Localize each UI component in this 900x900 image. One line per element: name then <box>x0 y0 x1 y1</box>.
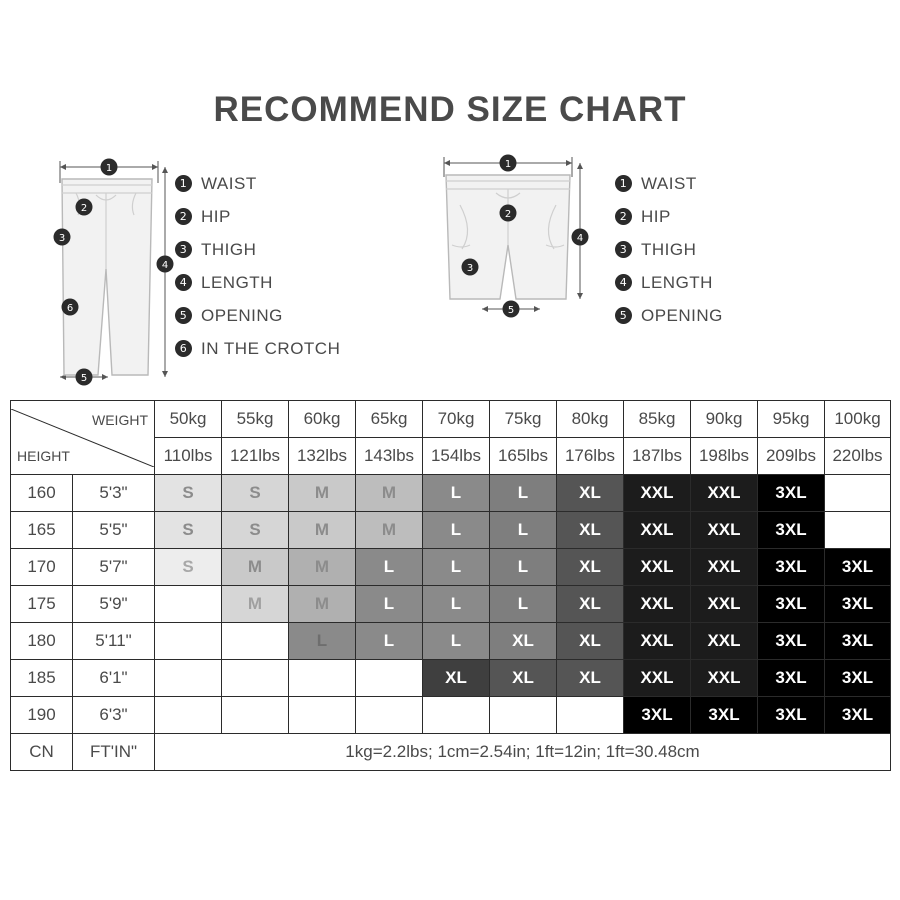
weight-lbs-header: 154lbs <box>423 438 490 475</box>
legend-label: HIP <box>641 206 671 226</box>
bullet-4-icon: 4 <box>615 274 632 291</box>
weight-kg-header: 85kg <box>624 401 691 438</box>
size-cell: 3XL <box>825 623 891 660</box>
legend-label: OPENING <box>201 305 283 325</box>
legend-label: WAIST <box>641 173 697 193</box>
size-cell: XL <box>557 475 624 512</box>
size-cell: L <box>423 512 490 549</box>
size-cell: XL <box>557 549 624 586</box>
size-cell: S <box>155 475 222 512</box>
size-cell: 3XL <box>825 660 891 697</box>
table-row <box>11 697 891 734</box>
bullet-4-icon: 4 <box>175 274 192 291</box>
svg-text:2: 2 <box>504 209 512 220</box>
size-cell: XL <box>557 623 624 660</box>
size-cell <box>155 660 222 697</box>
legend-label: THIGH <box>201 239 257 259</box>
svg-text:4: 4 <box>161 260 169 271</box>
size-cell <box>155 586 222 623</box>
height-cm: 160 <box>11 475 73 512</box>
weight-lbs-header: 110lbs <box>155 438 222 475</box>
size-cell: S <box>222 512 289 549</box>
size-cell: XXL <box>691 475 758 512</box>
size-cell: M <box>289 475 356 512</box>
weight-lbs-header: 165lbs <box>490 438 557 475</box>
size-cell <box>356 697 423 734</box>
legend-label: LENGTH <box>641 272 713 292</box>
size-cell: 3XL <box>758 660 825 697</box>
size-cell: XXL <box>691 586 758 623</box>
size-cell <box>356 660 423 697</box>
size-cell <box>557 697 624 734</box>
size-cell <box>289 660 356 697</box>
size-cell: XXL <box>691 623 758 660</box>
table-row-weights-kg <box>11 401 891 438</box>
size-cell: XXL <box>624 549 691 586</box>
height-cm: 185 <box>11 660 73 697</box>
size-cell: M <box>356 475 423 512</box>
size-cell: XL <box>557 512 624 549</box>
height-ft: 5'11" <box>73 623 155 660</box>
height-cm: 165 <box>11 512 73 549</box>
svg-text:4: 4 <box>576 233 584 244</box>
size-cell: L <box>289 623 356 660</box>
legend-item <box>615 200 723 233</box>
legend-label: WAIST <box>201 173 257 193</box>
size-cell <box>155 623 222 660</box>
weight-kg-header: 60kg <box>289 401 356 438</box>
size-cell: L <box>423 549 490 586</box>
legend-label: THIGH <box>641 239 697 259</box>
size-cell: M <box>222 586 289 623</box>
size-cell <box>423 697 490 734</box>
table-row <box>11 549 891 586</box>
diagram-section <box>0 149 900 399</box>
svg-text:5: 5 <box>80 373 88 384</box>
svg-text:1: 1 <box>105 163 113 174</box>
weight-lbs-header: 176lbs <box>557 438 624 475</box>
size-cell: 3XL <box>758 586 825 623</box>
size-cell <box>222 697 289 734</box>
size-cell: XL <box>423 660 490 697</box>
weight-lbs-header: 121lbs <box>222 438 289 475</box>
shorts-legend <box>615 167 723 332</box>
legend-item <box>615 167 723 200</box>
legend-item <box>175 332 340 365</box>
size-cell: M <box>289 586 356 623</box>
height-cm: 190 <box>11 697 73 734</box>
weight-kg-header: 90kg <box>691 401 758 438</box>
size-cell: XL <box>490 623 557 660</box>
weight-lbs-header: 198lbs <box>691 438 758 475</box>
size-cell <box>222 623 289 660</box>
size-cell: XXL <box>624 660 691 697</box>
table-row <box>11 623 891 660</box>
size-cell: XXL <box>691 512 758 549</box>
bullet-5-icon: 5 <box>615 307 632 324</box>
weight-kg-header: 80kg <box>557 401 624 438</box>
size-cell <box>155 697 222 734</box>
page-title: RECOMMEND SIZE CHART <box>213 90 687 129</box>
size-cell: 3XL <box>758 549 825 586</box>
table-row <box>11 512 891 549</box>
svg-text:2: 2 <box>80 203 88 214</box>
corner-height-label: HEIGHT <box>17 447 70 464</box>
weight-lbs-header: 143lbs <box>356 438 423 475</box>
weight-lbs-header: 220lbs <box>825 438 891 475</box>
size-cell: 3XL <box>624 697 691 734</box>
weight-kg-header: 55kg <box>222 401 289 438</box>
height-cm: 175 <box>11 586 73 623</box>
svg-text:6: 6 <box>66 303 74 314</box>
size-cell: M <box>222 549 289 586</box>
size-cell: XXL <box>624 512 691 549</box>
height-ft: 6'1" <box>73 660 155 697</box>
size-cell: L <box>423 586 490 623</box>
bullet-1-icon: 1 <box>175 175 192 192</box>
height-ft: 5'5" <box>73 512 155 549</box>
svg-text:1: 1 <box>504 159 512 170</box>
size-cell: 3XL <box>758 475 825 512</box>
legend-label: LENGTH <box>201 272 273 292</box>
size-cell: M <box>289 549 356 586</box>
table-row <box>11 586 891 623</box>
size-cell: 3XL <box>758 623 825 660</box>
size-cell: M <box>356 512 423 549</box>
weight-kg-header: 50kg <box>155 401 222 438</box>
height-ft: 5'7" <box>73 549 155 586</box>
size-cell: L <box>423 475 490 512</box>
size-cell: XXL <box>624 586 691 623</box>
svg-text:3: 3 <box>466 263 474 274</box>
size-cell: S <box>155 512 222 549</box>
weight-kg-header: 100kg <box>825 401 891 438</box>
size-cell: 3XL <box>825 697 891 734</box>
size-cell: L <box>490 549 557 586</box>
height-cm: 180 <box>11 623 73 660</box>
size-cell <box>825 475 891 512</box>
size-cell: L <box>356 586 423 623</box>
size-cell: L <box>490 475 557 512</box>
bullet-3-icon: 3 <box>175 241 192 258</box>
size-cell: 3XL <box>691 697 758 734</box>
table-corner-cell <box>11 401 155 475</box>
size-cell: 3XL <box>758 512 825 549</box>
legend-item <box>175 299 340 332</box>
weight-lbs-header: 132lbs <box>289 438 356 475</box>
size-cell: L <box>490 512 557 549</box>
legend-label: HIP <box>201 206 231 226</box>
footer-ftin-label: FT'IN" <box>73 734 155 771</box>
legend-item <box>175 233 340 266</box>
bullet-1-icon: 1 <box>615 175 632 192</box>
size-cell: XXL <box>691 549 758 586</box>
weight-kg-header: 75kg <box>490 401 557 438</box>
svg-text:5: 5 <box>507 305 515 316</box>
legend-item <box>175 167 340 200</box>
size-cell: XXL <box>624 475 691 512</box>
height-cm: 170 <box>11 549 73 586</box>
legend-item <box>615 266 723 299</box>
bullet-5-icon: 5 <box>175 307 192 324</box>
bullet-2-icon: 2 <box>615 208 632 225</box>
size-cell: 3XL <box>825 549 891 586</box>
bullet-6-icon: 6 <box>175 340 192 357</box>
size-cell: 3XL <box>758 697 825 734</box>
legend-item <box>175 200 340 233</box>
legend-label: IN THE CROTCH <box>201 338 341 358</box>
table-row <box>11 475 891 512</box>
size-cell: XXL <box>691 660 758 697</box>
weight-lbs-header: 187lbs <box>624 438 691 475</box>
size-cell <box>825 512 891 549</box>
height-ft: 6'3" <box>73 697 155 734</box>
corner-weight-label: WEIGHT <box>92 411 148 428</box>
legend-item <box>615 233 723 266</box>
size-cell: 3XL <box>825 586 891 623</box>
size-cell: L <box>356 549 423 586</box>
size-cell <box>222 660 289 697</box>
size-cell <box>289 697 356 734</box>
size-cell: XXL <box>624 623 691 660</box>
size-cell: XL <box>557 660 624 697</box>
pants-diagram <box>40 149 180 399</box>
height-ft: 5'3" <box>73 475 155 512</box>
bullet-3-icon: 3 <box>615 241 632 258</box>
size-cell: S <box>222 475 289 512</box>
size-cell: L <box>356 623 423 660</box>
size-cell: S <box>155 549 222 586</box>
size-cell: XL <box>490 660 557 697</box>
size-cell: L <box>490 586 557 623</box>
weight-lbs-header: 209lbs <box>758 438 825 475</box>
svg-text:3: 3 <box>58 233 66 244</box>
size-table <box>10 400 891 771</box>
footer-cn-label: CN <box>11 734 73 771</box>
size-table-wrap <box>10 400 890 771</box>
height-ft: 5'9" <box>73 586 155 623</box>
table-row <box>11 660 891 697</box>
weight-kg-header: 70kg <box>423 401 490 438</box>
legend-item <box>175 266 340 299</box>
table-row-footer <box>11 734 891 771</box>
bullet-2-icon: 2 <box>175 208 192 225</box>
pants-legend <box>175 167 340 365</box>
size-cell: M <box>289 512 356 549</box>
legend-item <box>615 299 723 332</box>
size-cell: L <box>423 623 490 660</box>
conversion-note: 1kg=2.2lbs; 1cm=2.54in; 1ft=12in; 1ft=30.48cm <box>155 734 891 771</box>
legend-label: OPENING <box>641 305 723 325</box>
size-cell <box>490 697 557 734</box>
weight-kg-header: 95kg <box>758 401 825 438</box>
shorts-diagram <box>430 149 590 369</box>
weight-kg-header: 65kg <box>356 401 423 438</box>
size-cell: XL <box>557 586 624 623</box>
